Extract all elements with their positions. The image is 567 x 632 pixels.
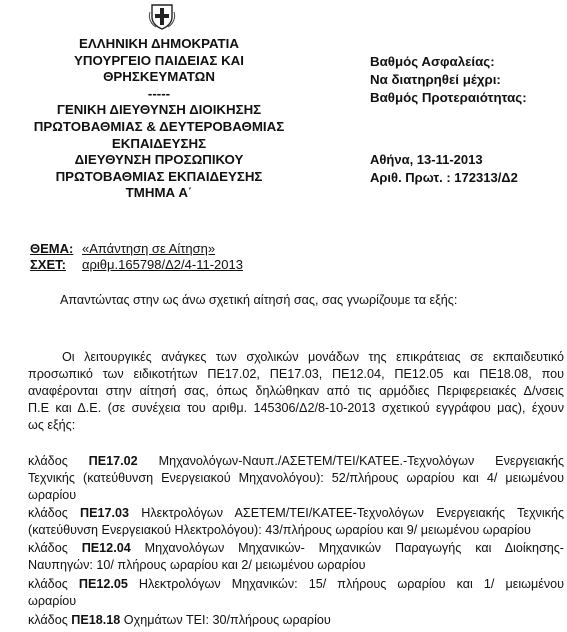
branch-line: Τεχνικής (κατεύθυνση Ενεργειακού Μηχανολόγου): 52/πλήρους ωραρίου και 4/ μειωμένου — [28, 471, 564, 485]
header-line: ΠΡΩΤΟΒΑΘΜΙΑΣ ΕΚΠΑΙΔΕΥΣΗΣ — [55, 168, 263, 184]
branch-prefix: κλάδος — [28, 506, 68, 520]
security-block — [370, 53, 527, 107]
body-line: Οι λειτουργικές ανάγκες των σχολικών μονάδων της επικράτειας σε εκπαιδευτικό — [62, 350, 564, 364]
branch-desc: Ηλεκτρολόγων ΑΣΕΤΕΜ/ΤΕΙ/ΚΑΤΕΕ-Τεχνολόγων Ενεργειακής Τεχνικής — [141, 506, 565, 520]
branch-line: Ναυπηγών: 10/ πλήρους ωραρίου και 2/ μειωμένου ωραρίου — [28, 558, 366, 572]
coat-of-arms-emblem — [148, 2, 176, 30]
branch-line — [28, 576, 564, 593]
branch-line: ωραρίου — [28, 488, 77, 502]
branch-desc: Μηχανολόγων Μηχανικών- Μηχανικών Παραγωγής και Διοίκησης- — [144, 541, 564, 555]
subject-value: «Απάντηση σε Αίτηση» — [82, 241, 216, 256]
header-line: ΤΜΗΜΑ Α΄ — [125, 185, 193, 201]
branch-prefix: κλάδος — [28, 454, 68, 468]
header-line: ΠΡΩΤΟΒΑΘΜΙΑΣ & ΔΕΥΤΕΡΟΒΑΘΜΙΑΣ — [33, 118, 285, 134]
issuer-header — [30, 36, 288, 202]
body-line: ως εξής: — [28, 418, 76, 432]
header-line: ----- — [147, 85, 171, 101]
branch-desc: Ηλεκτρολόγων Μηχανικών: 15/ πλήρους ωραρίου και 1/ μειωμένου — [138, 577, 565, 591]
subject-label: ΘΕΜΑ: — [30, 241, 74, 256]
header-line: ΓΕΝΙΚΗ ΔΙΕΥΘΥΝΣΗ ΔΙΟΙΚΗΣΗΣ — [56, 102, 262, 118]
branch-line — [28, 612, 564, 629]
branch-prefix: κλάδος — [28, 541, 68, 555]
header-line: ΕΛΛΗΝΙΚΗ ΔΗΜΟΚΡΑΤΙΑ — [79, 36, 239, 51]
reference-label: ΣΧΕΤ: — [30, 257, 66, 272]
branch-desc: Οχημάτων ΤΕΙ: 30/πλήρους ωραρίου — [123, 613, 331, 627]
date-protocol-block — [370, 151, 518, 187]
branch-code: ΠΕ18.18 — [71, 613, 121, 627]
header-line: ΕΚΠΑΙΔΕΥΣΗΣ — [111, 135, 207, 151]
header-line: ΔΙΕΥΘΥΝΣΗ ΠΡΟΣΩΠΙΚΟΥ — [74, 152, 244, 168]
branch-code: ΠΕ12.05 — [78, 577, 128, 591]
body-line: προσωπικό των ειδικοτήτων ΠΕ17.02, ΠΕ17.03, ΠΕ12.04, ΠΕ12.05 και ΠΕ18.08, που — [28, 367, 564, 381]
branch-prefix: κλάδος — [28, 613, 68, 627]
branch-line: ωραρίου — [28, 594, 77, 608]
branch-code: ΠΕ17.03 — [80, 506, 130, 520]
subject-row — [30, 241, 73, 256]
branch-code: ΠΕ17.02 — [88, 454, 138, 468]
intro-text: Απαντώντας στην ως άνω σχετική αίτησή σας, σας γνωρίζουμε τα εξής: — [60, 293, 458, 307]
branch-line — [28, 453, 564, 470]
reference-row — [30, 257, 66, 272]
priority-level: Βαθμός Προτεραιότητας: — [370, 90, 527, 105]
branch-desc: Μηχανολόγων-Ναυπ./ΑΣΕΤΕΜ/ΤΕΙ/ΚΑΤΕΕ.-Τεχνολόγων Ενεργειακής — [158, 454, 565, 468]
body-line: αναφέρονται στην αίτησή σας, όπως δηλώθηκαν από τις αρμόδιες Περιφερειακές Δ/νσεις — [28, 384, 564, 398]
branch-prefix: κλάδος — [28, 577, 68, 591]
place-date: Αθήνα, 13-11-2013 — [370, 152, 483, 167]
branch-line — [28, 540, 564, 557]
reference-value: αριθμ.165798/Δ2/4-11-2013 — [82, 257, 243, 272]
security-level: Βαθμός Ασφαλείας: — [370, 54, 495, 69]
branch-code: ΠΕ12.04 — [81, 541, 131, 555]
branch-line — [28, 505, 564, 522]
header-line: ΥΠΟΥΡΓΕΙΟ ΠΑΙΔΕΙΑΣ ΚΑΙ ΘΡΗΣΚΕΥΜΑΤΩΝ — [74, 52, 244, 85]
retain-until: Να διατηρηθεί μέχρι: — [370, 72, 501, 87]
body-line: Π.Ε και Δ.Ε. (σε συνέχεια του αριθμ. 145306/Δ2/8-10-2013 σχετικού εγγράφου μας), έχουν — [28, 401, 564, 415]
protocol-number: Αριθ. Πρωτ. : 172313/Δ2 — [370, 170, 518, 185]
branch-line: (κατεύθυνση Ενεργειακού Ηλεκτρολόγου): 43/πλήρους ωραρίου και 9/ μειωμένου ωραρίου — [28, 523, 531, 537]
